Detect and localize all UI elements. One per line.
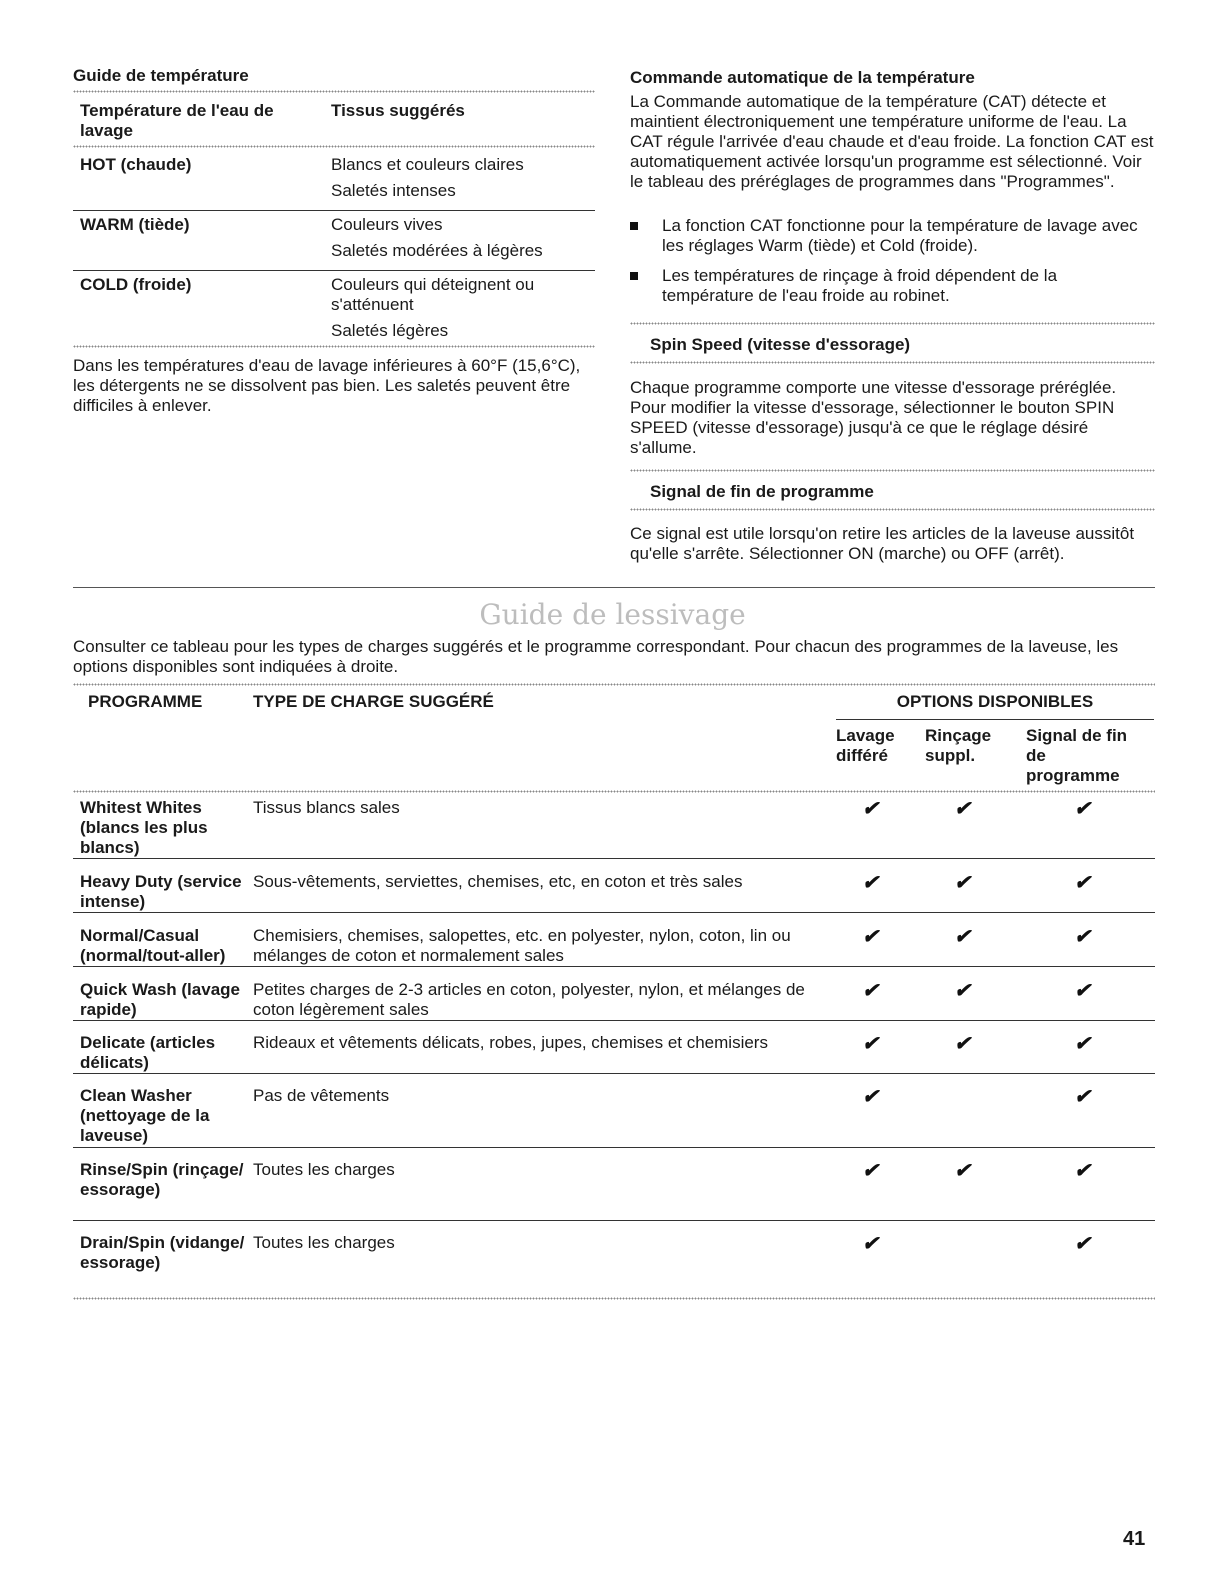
divider [73,1073,1155,1074]
temp-row-cold-fabric-2: Saletés légères [331,321,449,340]
divider [73,790,1155,793]
temp-row-hot-fabric-2: Saletés intenses [331,181,456,200]
table-row-load-type: Petites charges de 2-3 articles en coton, polyester, nylon, et mélanges de coton légèrement sales [253,980,805,1019]
temp-row-cold-label: COLD (froide) [80,275,192,294]
divider [73,1297,1155,1300]
temp-row-cold-fabric-1: Couleurs qui déteignent ou s'atténuent [331,275,535,314]
table-row-program: Rinse/Spin (rinçage/ essorage) [80,1160,244,1199]
check-icon: ✔ [954,926,971,948]
table-row-load-type: Chemisiers, chemises, salopettes, etc. en polyester, nylon, coton, lin ou mélanges de coton et normalement sales [253,926,791,965]
divider [73,90,595,93]
table-row-load-type: Tissus blancs sales [253,798,400,817]
header-options: OPTIONS DISPONIBLES [896,692,1094,711]
divider [73,270,595,271]
temp-row-hot-label: HOT (chaude) [80,155,192,174]
bullet-icon [630,222,638,230]
table-row-load-type: Sous-vêtements, serviettes, chemises, etc, en coton et très sales [253,872,743,891]
check-icon: ✔ [862,980,879,1002]
section-divider [73,587,1155,588]
header-program: PROGRAMME [88,692,203,711]
end-signal-title: Signal de fin de programme [650,482,874,501]
check-icon: ✔ [954,1033,971,1055]
divider [73,145,595,148]
divider [73,210,595,211]
temp-row-warm-fabric-2: Saletés modérées à légères [331,241,543,260]
end-signal-body: Ce signal est utile lorsqu'on retire les articles de la laveuse aussitôt qu'elle s'arrête. Sélectionner ON (marche) ou OFF (arrêt). [630,524,1135,563]
check-icon: ✔ [862,1233,879,1255]
header-option-delay: Lavage différé [836,726,895,765]
temp-guide-col2-header: Tissus suggérés [331,101,465,120]
check-icon: ✔ [862,1033,879,1055]
header-option-signal: Signal de fin de programme [1026,726,1128,785]
temp-guide-title: Guide de température [73,66,249,85]
divider [73,345,595,348]
divider [630,469,1155,472]
check-icon: ✔ [954,872,971,894]
page-number: 41 [1123,1528,1146,1550]
table-row-load-type: Toutes les charges [253,1233,395,1252]
check-icon: ✔ [954,798,971,820]
temp-guide-col1-header: Température de l'eau de lavage [80,101,274,140]
bullet-icon [630,272,638,280]
temp-row-warm-fabric-1: Couleurs vives [331,215,443,234]
check-icon: ✔ [1074,798,1091,820]
divider [630,361,1155,364]
table-row-program: Clean Washer (nettoyage de la laveuse) [80,1086,210,1145]
temp-guide-note: Dans les températures d'eau de lavage inférieures à 60°F (15,6°C), les détergents ne se dissolvent pas bien. Les saletés peuvent être difficiles à enlever. [73,356,581,415]
check-icon: ✔ [1074,1233,1091,1255]
auto-temp-bullet-1: La fonction CAT fonctionne pour la température de lavage avec les réglages Warm (tiède) et Cold (froide). [662,216,1138,255]
divider [73,858,1155,859]
divider [836,719,1154,720]
temp-row-hot-fabric-1: Blancs et couleurs claires [331,155,524,174]
auto-temp-title: Commande automatique de la température [630,68,975,87]
check-icon: ✔ [862,1086,879,1108]
table-row-program: Delicate (articles délicats) [80,1033,216,1072]
table-row-load-type: Pas de vêtements [253,1086,390,1105]
spin-speed-title: Spin Speed (vitesse d'essorage) [650,335,911,354]
divider [630,322,1155,325]
check-icon: ✔ [862,872,879,894]
check-icon: ✔ [1074,1160,1091,1182]
check-icon: ✔ [1074,980,1091,1002]
check-icon: ✔ [862,1160,879,1182]
laundry-guide-title: Guide de lessivage [479,598,746,631]
temp-row-warm-label: WARM (tiède) [80,215,190,234]
check-icon: ✔ [954,980,971,1002]
laundry-guide-intro: Consulter ce tableau pour les types de charges suggérés et le programme correspondant. Pour chacun des programmes de la laveuse, les options disponibles sont indiquées à droite. [73,637,1119,676]
header-option-rinse: Rinçage suppl. [925,726,992,765]
table-row-program: Drain/Spin (vidange/ essorage) [80,1233,245,1272]
auto-temp-body: La Commande automatique de la température (CAT) détecte et maintient électroniquement une température uniforme de l'eau. La CAT régule l'arrivée d'eau chaude et d'eau froide. La fonction CAT est automatiquement activée lorsqu'un programme est sélectionné. Voir le tableau des préréglages de programmes dans "Programmes". [630,92,1154,191]
check-icon: ✔ [1074,872,1091,894]
check-icon: ✔ [862,798,879,820]
spin-speed-body: Chaque programme comporte une vitesse d'essorage préréglée. Pour modifier la vitesse d'essorage, sélectionner le bouton SPIN SPEED (vitesse d'essorage) jusqu'à ce que le réglage désiré s'allume. [630,378,1117,457]
divider [73,966,1155,967]
header-load-type: TYPE DE CHARGE SUGGÉRÉ [253,692,494,711]
table-row-load-type: Toutes les charges [253,1160,395,1179]
check-icon: ✔ [862,926,879,948]
auto-temp-bullet-2: Les températures de rinçage à froid dépendent de la température de l'eau froide au robinet. [662,266,1058,305]
check-icon: ✔ [1074,1086,1091,1108]
divider [73,683,1155,686]
divider [73,1020,1155,1021]
divider [630,508,1155,511]
table-row-program: Whitest Whites (blancs les plus blancs) [80,798,208,857]
divider [73,1220,1155,1221]
divider [73,912,1155,913]
check-icon: ✔ [1074,926,1091,948]
table-row-program: Heavy Duty (service intense) [80,872,242,911]
check-icon: ✔ [954,1160,971,1182]
table-row-load-type: Rideaux et vêtements délicats, robes, jupes, chemises et chemisiers [253,1033,768,1052]
divider [73,1147,1155,1148]
table-row-program: Quick Wash (lavage rapide) [80,980,240,1019]
check-icon: ✔ [1074,1033,1091,1055]
table-row-program: Normal/Casual (normal/tout-aller) [80,926,226,965]
